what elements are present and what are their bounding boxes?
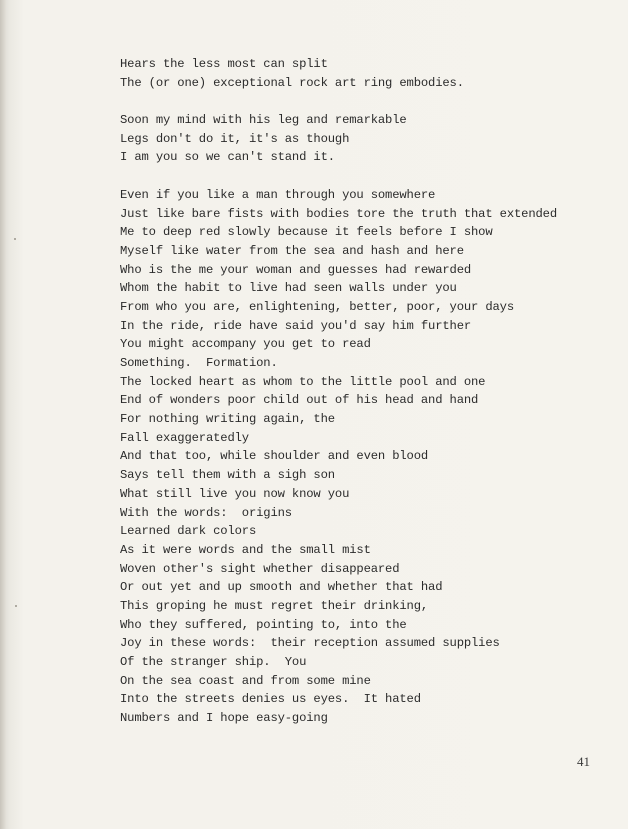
- stanza-break: [120, 167, 610, 186]
- poem-line: On the sea coast and from some mine: [120, 673, 371, 688]
- poem-line: From who you are, enlightening, better, poor, your days: [120, 299, 515, 314]
- poem-line: Whom the habit to live had seen walls under you: [120, 281, 457, 296]
- poem-line: Legs don't do it, it's as though: [120, 131, 350, 146]
- poem-line: Fall exaggeratedly: [120, 430, 249, 445]
- poem-line: You might accompany you get to read: [120, 337, 371, 352]
- stanza-break: [120, 92, 610, 111]
- poem-line: Into the streets denies us eyes. It hated: [120, 692, 421, 707]
- poem-line: Says tell them with a sigh son: [120, 468, 335, 483]
- page-spine-shadow: [0, 0, 6, 829]
- poem-text-block: [120, 55, 610, 728]
- poem-line: Joy in these words: their reception assumed supplies: [120, 636, 500, 651]
- poem-line: Woven other's sight whether disappeared: [120, 561, 400, 576]
- poem-line: Just like bare fists with bodies tore the truth that extended: [120, 206, 557, 221]
- poem-line: The (or one) exceptional rock art ring embodies.: [120, 75, 464, 90]
- poem-line: Numbers and I hope easy-going: [120, 711, 328, 726]
- poem-line: In the ride, ride have said you'd say him further: [120, 318, 472, 333]
- poem-line: Something. Formation.: [120, 356, 278, 370]
- poem-line: For nothing writing again, the: [120, 412, 335, 427]
- poem-line: The locked heart as whom to the little pool and one: [120, 374, 486, 389]
- poem-line: And that too, while shoulder and even blood: [120, 449, 429, 464]
- poem-line: This groping he must regret their drinking,: [120, 598, 429, 613]
- page-number: 41: [577, 754, 590, 769]
- poem-line: Even if you like a man through you somewhere: [120, 187, 436, 202]
- poem-line: Who is the me your woman and guesses had rewarded: [120, 262, 472, 277]
- poem-line: With the words: origins: [120, 505, 292, 520]
- poem-line: I am you so we can't stand it.: [120, 150, 335, 165]
- paper-speck: [14, 238, 16, 240]
- poem-line: End of wonders poor child out of his head and hand: [120, 393, 479, 408]
- poem-line: What still live you now know you: [120, 486, 350, 501]
- paper-speck: [15, 605, 17, 607]
- poem-line: Who they suffered, pointing to, into the: [120, 617, 407, 632]
- poem-line: Learned dark colors: [120, 524, 257, 539]
- poem-line: As it were words and the small mist: [120, 542, 371, 557]
- poem-line: Hears the less most can split: [120, 57, 328, 71]
- poem-line: Of the stranger ship. You: [120, 655, 307, 669]
- poem-line: Or out yet and up smooth and whether that had: [120, 580, 443, 595]
- poem-line: Me to deep red slowly because it feels before I show: [120, 225, 493, 240]
- poem-line: Myself like water from the sea and hash and here: [120, 243, 464, 258]
- poem-line: Soon my mind with his leg and remarkable: [120, 113, 407, 128]
